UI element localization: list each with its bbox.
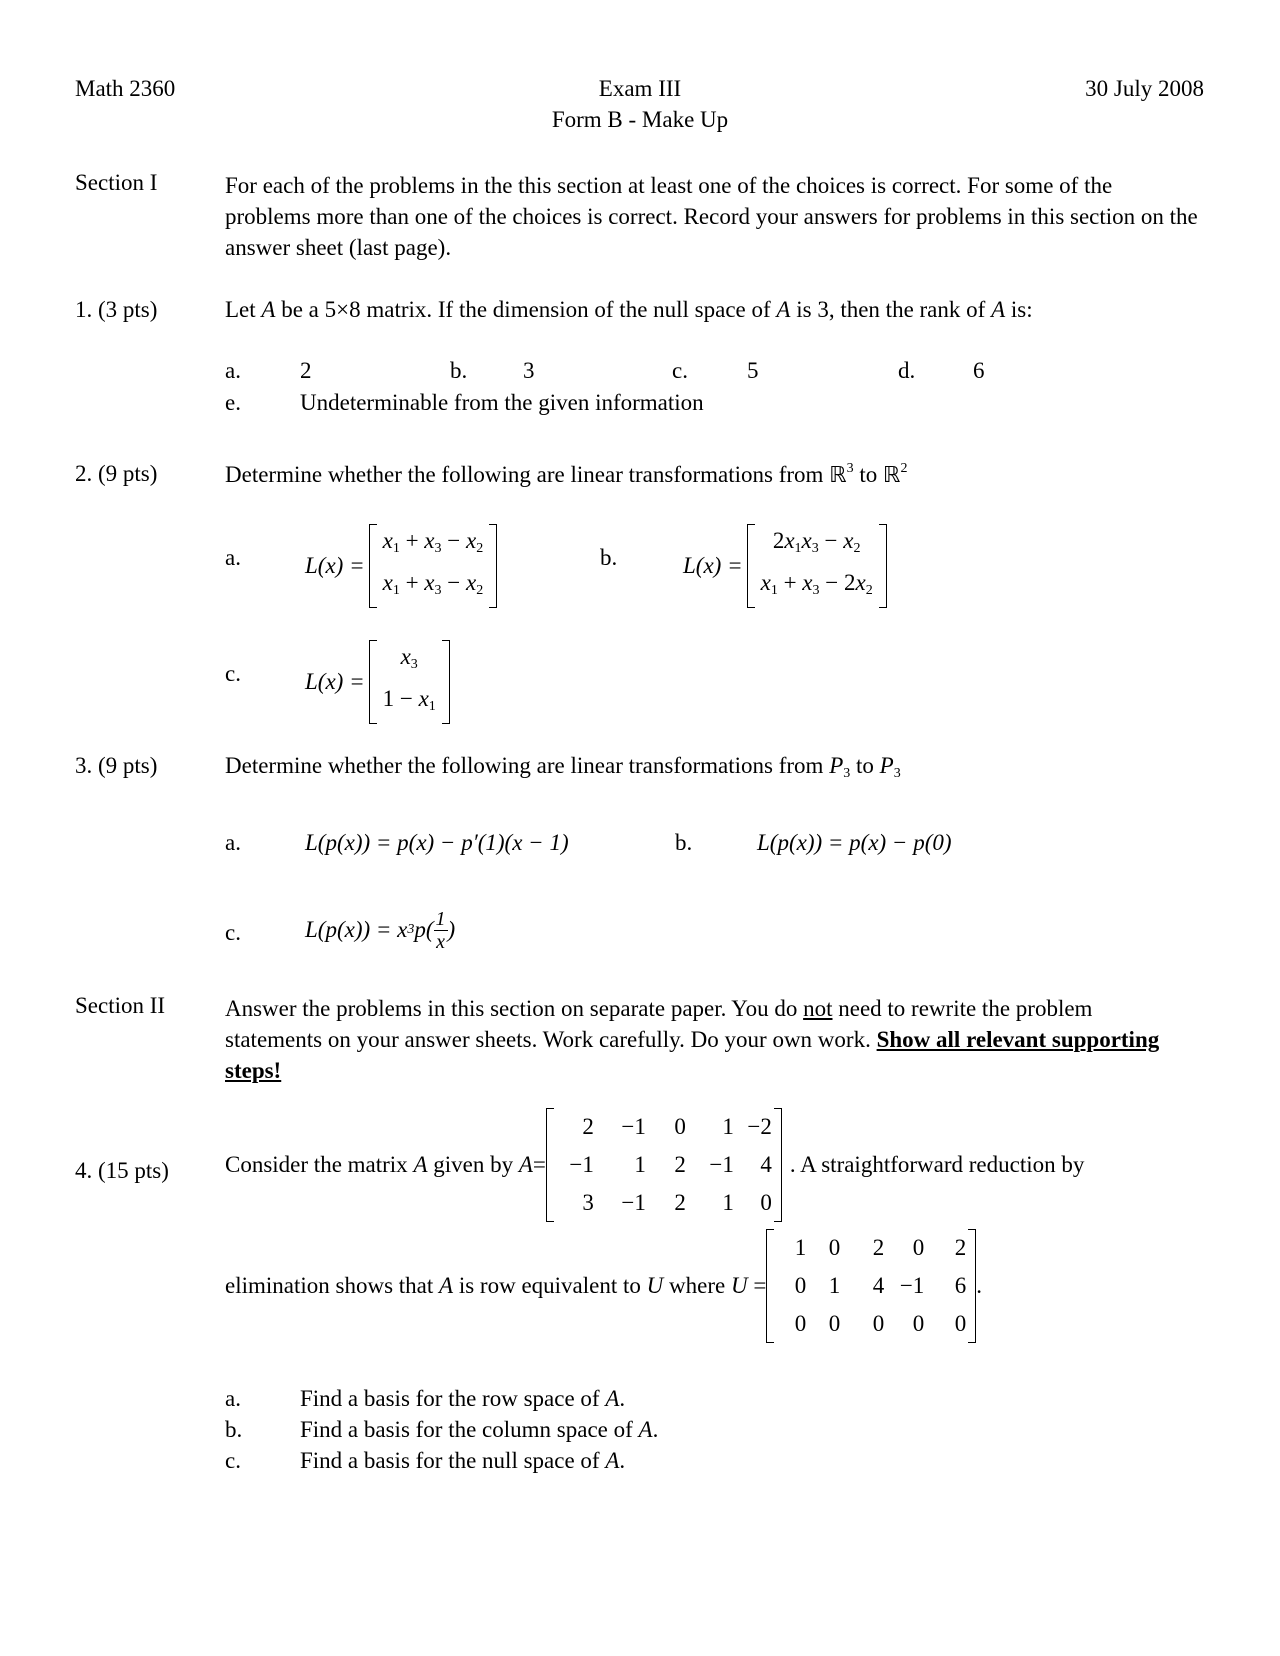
- q2b-vector: $2x_1x_3 - x_2$ $x_1 + x_3 - 2x_2$: [747, 524, 887, 608]
- matrix-u-entry: 6: [954, 1273, 967, 1298]
- q4-part-a-letter: a.: [225, 1386, 241, 1411]
- section-2-label: Section II: [75, 993, 166, 1018]
- matrix-u-entry: −1: [899, 1273, 925, 1298]
- q3-label: 3. (9 pts): [75, 753, 158, 778]
- q3-choice-b-letter: b.: [675, 830, 693, 855]
- matrix-a-entry: 4: [760, 1152, 772, 1177]
- q4-part-a-text: Find a basis for the row space of A.: [300, 1386, 626, 1411]
- matrix-u-entry: 4: [872, 1273, 885, 1298]
- q3-choice-a-expr: L(p(x)) = p(x) − p′(1)(x − 1): [305, 830, 569, 855]
- matrix-u-entry: 0: [912, 1311, 925, 1336]
- exam-date: 30 July 2008: [1085, 76, 1204, 101]
- matrix-u-entry: 0: [954, 1311, 967, 1336]
- q1-choice-a-text: 2: [300, 358, 312, 383]
- q1-choice-c-text: 5: [747, 358, 759, 383]
- matrix-u-entry: 2: [872, 1235, 885, 1260]
- matrix-a-entry: 2: [674, 1190, 686, 1215]
- q2c-vector: $x_3$ $1 - x_1$: [369, 640, 450, 724]
- q1-stem: Let A be a 5×8 matrix. If the dimension of the null space of A is 3, then the rank of A is:: [225, 297, 1033, 322]
- q3-choice-c-letter: c.: [225, 920, 241, 945]
- matrix-u-entry: 0: [794, 1273, 807, 1298]
- q4-part-c-text: Find a basis for the null space of A.: [300, 1448, 626, 1473]
- matrix-u: [766, 1229, 976, 1343]
- q3-stem: Determine whether the following are linear transformations from $P_3$ to $P_3$: [225, 753, 901, 781]
- q3-choice-a-letter: a.: [225, 830, 241, 855]
- matrix-u-entry: 1: [794, 1235, 807, 1260]
- matrix-a-entry: −1: [569, 1152, 594, 1177]
- matrix-a-entry: 0: [760, 1190, 772, 1215]
- section-1-instructions: For each of the problems in the this section at least one of the choices is correct. For some of the problems more than one of the choices is correct. Record your answers for problems in this section on the answer sheet (last page).: [225, 173, 1198, 260]
- matrix-a-entry: 2: [674, 1152, 686, 1177]
- matrix-u-entry: 0: [912, 1235, 925, 1260]
- matrix-u-entry: 0: [828, 1235, 841, 1260]
- q4-elimination: elimination shows that A is row equivalent to U where U = 1 0 2 0 2 0 1 4 −1 6 0 0 0 0 0 .: [225, 1226, 982, 1346]
- matrix-a-entry: −1: [621, 1114, 646, 1139]
- section-2-instructions: Answer the problems in this section on separate paper. You do not need to rewrite the problem statements on your answer sheets. Work carefully. Do your own work. Show all relevant supporting steps!: [225, 996, 1160, 1083]
- q1-choice-e-letter: e.: [225, 390, 241, 415]
- q2-stem: Determine whether the following are linear transformations from ℝ$^3$ to ℝ$^2$: [225, 461, 908, 488]
- q2a-vector: $x_1 + x_3 - x_2$ $x_1 + x_3 - x_2$: [369, 524, 498, 608]
- matrix-a-entry: −1: [621, 1190, 646, 1215]
- q4-part-b-text: Find a basis for the column space of A.: [300, 1417, 659, 1442]
- matrix-a-entry: 1: [634, 1152, 646, 1177]
- real-numbers-symbol: ℝ: [883, 463, 901, 488]
- q2-choice-c-expr: L(x) = $x_3$ $1 - x_1$: [305, 640, 450, 724]
- q1-choice-d-text: 6: [973, 358, 985, 383]
- q1-choice-d-letter: d.: [898, 358, 916, 383]
- q2-choice-b-expr: L(x) = $2x_1x_3 - x_2$ $x_1 + x_3 - 2x_2$: [683, 524, 887, 608]
- matrix-a-entry: 1: [722, 1114, 734, 1139]
- q4-stem: Consider the matrix A given by A = 2 −1 0 1 −2 −1 1 2 −1 4 3 −1 2 1 0 . A straightforward reduction by: [225, 1105, 1084, 1225]
- matrix-a-entry: −2: [747, 1114, 772, 1139]
- exam-form: Form B - Make Up: [551, 107, 729, 132]
- matrix-u-entry: 2: [954, 1235, 967, 1260]
- q2-choice-b-letter: b.: [600, 545, 618, 570]
- matrix-u-entry: 0: [872, 1311, 885, 1336]
- section-1-label: Section I: [75, 170, 158, 195]
- matrix-u-entry: 0: [828, 1311, 841, 1336]
- q2-choice-a-expr: L(x) = $x_1 + x_3 - x_2$ $x_1 + x_3 - x_2$: [305, 524, 497, 608]
- matrix-a: [546, 1108, 782, 1222]
- fraction-one-over-x: $\frac{1}{x}$: [435, 907, 446, 953]
- q2-label: 2. (9 pts): [75, 461, 158, 486]
- q2-choice-c-letter: c.: [225, 661, 241, 686]
- q4-part-b-letter: b.: [225, 1417, 243, 1442]
- q4-label: 4. (15 pts): [75, 1158, 169, 1183]
- q1-choice-e-text: Undeterminable from the given information: [300, 390, 704, 415]
- matrix-a-entry: 3: [582, 1190, 594, 1215]
- matrix-u-entry: 1: [828, 1273, 841, 1298]
- q2-choice-a-letter: a.: [225, 545, 241, 570]
- course-title: Math 2360: [75, 76, 176, 101]
- q1-choice-a-letter: a.: [225, 358, 241, 383]
- matrix-a-entry: 1: [722, 1190, 734, 1215]
- q4-part-c-letter: c.: [225, 1448, 241, 1473]
- q1-choice-b-text: 3: [523, 358, 535, 383]
- matrix-a-entry: −1: [709, 1152, 734, 1177]
- matrix-u-entry: 0: [794, 1311, 807, 1336]
- q3-choice-c-expr: L(p(x)) = x 3 p( $\frac{1}{x}$ ): [305, 907, 456, 953]
- matrix-a-entry: 2: [582, 1114, 594, 1139]
- real-numbers-symbol: ℝ: [829, 463, 847, 488]
- q1-choice-c-letter: c.: [672, 358, 688, 383]
- q3-choice-b-expr: L(p(x)) = p(x) − p(0): [757, 830, 952, 855]
- q1-choice-b-letter: b.: [450, 358, 468, 383]
- matrix-a-entry: 0: [674, 1114, 686, 1139]
- q1-label: 1. (3 pts): [75, 297, 158, 322]
- exam-title: Exam III: [598, 76, 682, 101]
